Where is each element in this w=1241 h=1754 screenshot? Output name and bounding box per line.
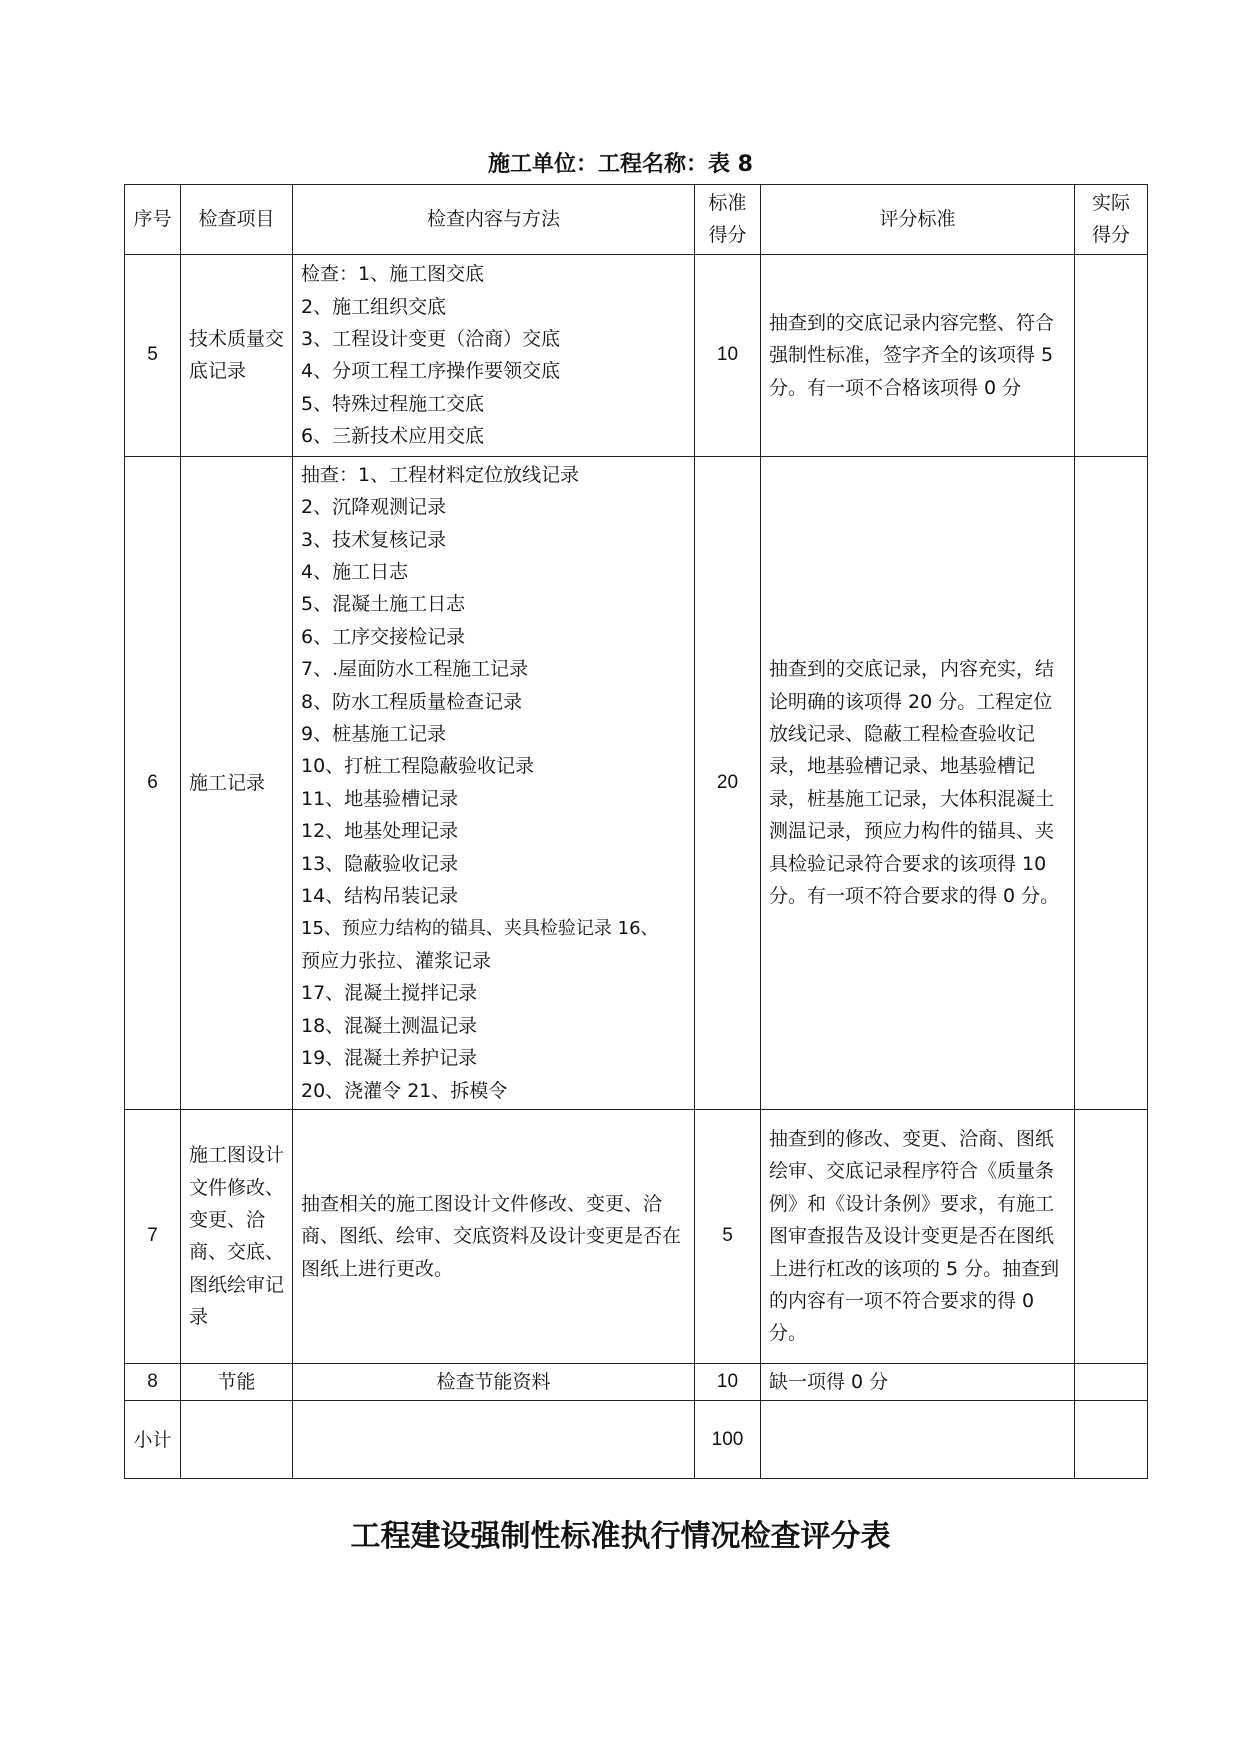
content-line: 5、混凝土施工日志 <box>301 593 466 616</box>
subtotal-actual <box>1075 1401 1148 1479</box>
row-seq: 6 <box>125 456 181 1109</box>
row-item: 技术质量交底记录 <box>181 254 293 456</box>
header-item: 检查项目 <box>181 185 293 255</box>
content-line: 18、混凝土测温记录 <box>301 1014 478 1037</box>
content-line: 4、分项工程工序操作要领交底 <box>301 360 561 383</box>
table-caption: 施工单位：工程名称：表 8 <box>488 152 753 177</box>
content-line: 检查：1、施工图交底 <box>301 263 485 286</box>
header-row <box>125 185 1148 255</box>
row-seq: 7 <box>125 1109 181 1363</box>
row-content: 检查节能资料 <box>293 1363 695 1400</box>
content-line: 11、地基验槽记录 <box>301 787 459 810</box>
row-actual-score <box>1075 254 1148 456</box>
content-line: 5、特殊过程施工交底 <box>301 392 485 415</box>
score-table <box>124 184 1148 1479</box>
content-line: 2、沉降观测记录 <box>301 496 447 519</box>
content-line: 6、工序交接检记录 <box>301 625 466 648</box>
row-seq: 8 <box>125 1363 181 1400</box>
content-line: 14、结构吊装记录 <box>301 885 459 908</box>
header-actual: 实际得分 <box>1075 185 1148 255</box>
content-line: 预应力张拉、灌浆记录 <box>301 949 492 972</box>
content-line: 3、工程设计变更（洽商）交底 <box>301 327 561 350</box>
row-item: 施工记录 <box>181 456 293 1109</box>
content-line: 20、浇灌令 21、拆模令 <box>301 1079 508 1102</box>
content-line: 19、混凝土养护记录 <box>301 1047 478 1070</box>
header-seq: 序号 <box>125 185 181 255</box>
row-seq: 5 <box>125 254 181 456</box>
content-line: 抽查：1、工程材料定位放线记录 <box>301 463 580 486</box>
subtotal-content <box>293 1401 695 1479</box>
content-line: 6、三新技术应用交底 <box>301 425 485 448</box>
content-line: 8、防水工程质量检查记录 <box>301 690 523 713</box>
content-line: 7、.屋面防水工程施工记录 <box>301 658 529 681</box>
row-item: 节能 <box>181 1363 293 1400</box>
subtotal-item <box>181 1401 293 1479</box>
row-item: 施工图设计文件修改、变更、洽商、交底、图纸绘审记录 <box>181 1109 293 1363</box>
row-criteria: 抽查到的交底记录，内容充实，结论明确的该项得 20 分。工程定位放线记录、隐蔽工程检查验收记录，地基验槽记录、地基验槽记录，桩基施工记录，大体积混凝土测温记录，预应力构件的锚具、夹具检验记录符合要求的该项得 10 分。有一项不符合要求的得 0 分。 <box>761 456 1075 1109</box>
content-line: 2、施工组织交底 <box>301 295 447 318</box>
row-content: 抽查相关的施工图设计文件修改、变更、洽商、图纸、绘审、交底资料及设计变更是否在图纸上进行更改。 <box>293 1109 695 1363</box>
header-criteria: 评分标准 <box>761 185 1075 255</box>
row-score: 20 <box>695 456 761 1109</box>
content-line: 4、施工日志 <box>301 561 409 584</box>
content-line: 12、地基处理记录 <box>301 820 459 843</box>
row-score: 10 <box>695 254 761 456</box>
row-actual-score <box>1075 1109 1148 1363</box>
row-criteria: 抽查到的修改、变更、洽商、图纸绘审、交底记录程序符合《质量条例》和《设计条例》要求，有施工图审查报告及设计变更是否在图纸上进行杠改的该项的 5 分。抽查到的内容有一项不符合要求的得 0 分。 <box>761 1109 1075 1363</box>
subtotal-label: 小计 <box>125 1401 181 1479</box>
form-title: 工程建设强制性标准执行情况检查评分表 <box>350 1519 891 1554</box>
content-line: 13、隐蔽验收记录 <box>301 852 459 875</box>
table-row-7 <box>125 1109 1148 1363</box>
subtotal-criteria <box>761 1401 1075 1479</box>
header-std-score: 标准得分 <box>695 185 761 255</box>
subtotal-score: 100 <box>695 1401 761 1479</box>
row-content <box>293 456 695 1109</box>
subtotal-row <box>125 1401 1148 1479</box>
table-row-5 <box>125 254 1148 456</box>
row-actual-score <box>1075 456 1148 1109</box>
content-line: 17、混凝土搅拌记录 <box>301 982 478 1005</box>
content-line: 10、打桩工程隐蔽验收记录 <box>301 755 535 778</box>
table-row-8 <box>125 1363 1148 1400</box>
content-line: 15、预应力结构的锚具、夹具检验记录 16、 <box>301 917 659 939</box>
row-criteria: 抽查到的交底记录内容完整、符合强制性标准，签字齐全的该项得 5 分。有一项不合格该项得 0 分 <box>761 254 1075 456</box>
row-actual-score <box>1075 1363 1148 1400</box>
row-criteria: 缺一项得 0 分 <box>761 1363 1075 1400</box>
header-content: 检查内容与方法 <box>293 185 695 255</box>
content-line: 9、桩基施工记录 <box>301 723 447 746</box>
row-score: 10 <box>695 1363 761 1400</box>
table-row-6 <box>125 456 1148 1109</box>
content-line: 3、技术复核记录 <box>301 528 447 551</box>
row-content <box>293 254 695 456</box>
row-score: 5 <box>695 1109 761 1363</box>
